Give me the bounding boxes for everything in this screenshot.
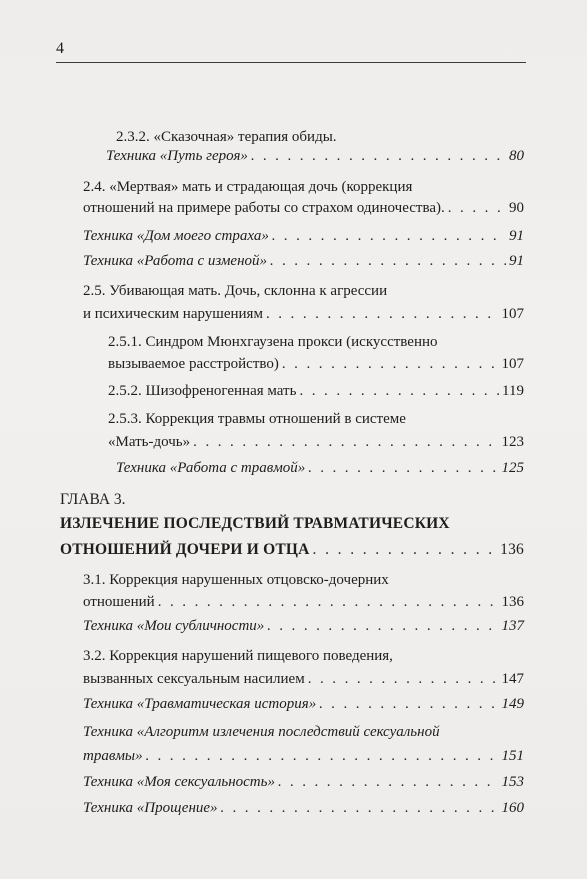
toc-page-number: 91 [509,253,524,269]
toc-entry-3-2: 3.2. Коррекция нарушений пищевого поведения, [83,648,393,664]
leader-dots [158,592,499,612]
leader-dots [308,458,498,478]
toc-entry-title: Техника «Мои субличности» [83,618,265,634]
chapter-title-line-1: ИЗЛЕЧЕНИЕ ПОСЛЕДСТВИЙ ТРАВМАТИЧЕСКИХ [60,515,450,532]
toc-page-number: 149 [501,696,524,712]
toc-page-number: 136 [500,541,524,558]
toc-entry-technique-trauma [116,458,524,478]
toc-entry-title: ОТНОШЕНИЙ ДОЧЕРИ И ОТЦА [60,541,310,558]
toc-page-number: 90 [509,200,524,216]
toc-entry-title: вызываемое расстройство) [108,356,279,372]
toc-entry-title: Техника «Прощение» [83,800,218,816]
toc-entry-2-5: 2.5. Убивающая мать. Дочь, склонна к агрессии [83,283,388,299]
toc-entry-title: отношений на примере работы со страхом одиночества). [83,200,445,216]
toc-page-number: 107 [501,356,524,372]
leader-dots [278,772,499,792]
toc-entry-title: отношений [83,594,155,610]
toc-entry-technique-betrayal [83,251,524,271]
toc-entry-title: Техника «Работа с травмой» [116,460,306,476]
toc-page-number: 153 [501,774,524,790]
leader-dots [221,798,499,818]
leader-dots [251,146,506,166]
toc-entry-title: Техника «Травматическая история» [83,696,317,712]
toc-entry-2-5-2 [108,381,524,401]
toc-page-number: 125 [501,460,524,476]
toc-entry-title: и психическим нарушениям [83,306,263,322]
toc-entry-3-2-cont [83,669,524,689]
toc-entry-technique-healing-algorithm: Техника «Алгоритм излечения последствий сексуальной [83,724,440,740]
toc-entry-3-1-cont [83,592,524,612]
leader-dots [266,304,499,324]
toc-entry-technique-traumatic-story [83,694,524,714]
toc-page-number: 137 [501,618,524,634]
toc-entry-technique-subpersonalities [83,616,524,636]
leader-dots [267,616,498,636]
toc-entry-title: Техника «Моя сексуальность» [83,774,275,790]
page-number: 4 [56,40,64,57]
toc-entry-title: Техника «Путь героя» [106,148,248,164]
toc-entry-title: Техника «Работа с изменой» [83,253,268,269]
toc-entry-title: Техника «Дом моего страха» [83,228,269,244]
leader-dots [319,694,498,714]
toc-entry-2-5-1-cont [108,354,524,374]
leader-dots [270,251,506,271]
toc-page-number: 80 [509,148,524,164]
toc-page-number: 151 [501,748,524,764]
toc-page-number: 123 [501,434,524,450]
toc-page-number: 107 [501,306,524,322]
leader-dots [299,381,499,401]
toc-page-number: 119 [502,383,524,399]
chapter-label: ГЛАВА 3. [60,491,126,508]
toc-entry-2-4: 2.4. «Мертвая» мать и страдающая дочь (коррекция [83,179,413,195]
leader-dots [193,432,498,452]
toc-entry-2-5-3-cont [108,432,524,452]
toc-entry-title: «Мать-дочь» [108,434,191,450]
toc-entry-3-1: 3.1. Коррекция нарушенных отцовско-дочерних [83,572,389,588]
leader-dots [313,540,498,560]
toc-page-number: 91 [509,228,524,244]
toc-entry-2-5-cont [83,304,524,324]
leader-dots [146,746,499,766]
toc-entry-title: вызванных сексуальным насилием [83,671,305,687]
toc-entry-2-5-3: 2.5.3. Коррекция травмы отношений в системе [108,411,406,427]
leader-dots [282,354,499,374]
toc-page-number: 160 [501,800,524,816]
toc-entry-title: травмы» [83,748,143,764]
toc-entry-2-3-2: 2.3.2. «Сказочная» терапия обиды. [116,129,337,145]
header-rule [56,62,526,63]
toc-entry-technique-my-sexuality [83,772,524,792]
toc-entry-2-5-1: 2.5.1. Синдром Мюнхгаузена прокси (искусственно [108,334,438,350]
toc-entry-technique-fear-house [83,226,524,246]
chapter-title-line-2 [60,540,524,560]
leader-dots [308,669,499,689]
toc-entry-technique-hero-path [106,146,524,166]
leader-dots [272,226,506,246]
toc-page-number: 147 [501,671,524,687]
toc-entry-technique-forgiveness [83,798,524,818]
leader-dots [448,198,506,218]
toc-entry-title: 2.5.2. Шизофреногенная мать [108,383,297,399]
toc-entry-2-4-cont [83,198,524,218]
toc-entry-technique-healing-algorithm-cont [83,746,524,766]
toc-page-number: 136 [501,594,524,610]
